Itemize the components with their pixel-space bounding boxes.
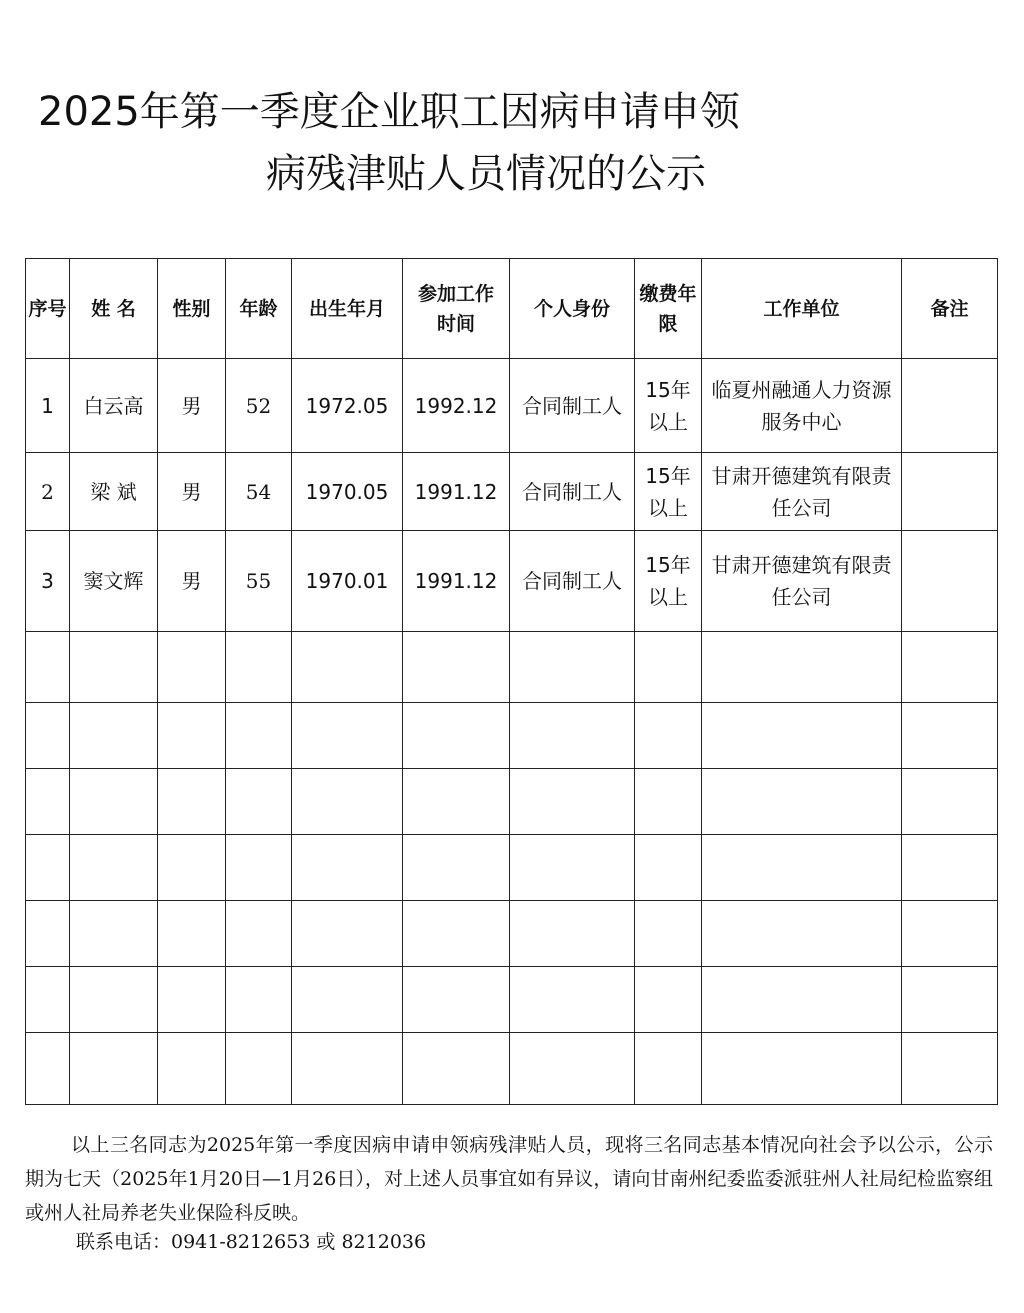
contact-phone: 联系电话：0941-8212653 或 8212036	[76, 1231, 427, 1253]
cell-remark	[902, 453, 998, 531]
table-row	[26, 359, 998, 453]
cell-work-start: 1991.12	[403, 531, 510, 632]
cell-identity: 合同制工人	[510, 359, 635, 453]
cell-employer: 甘肃开德建筑有限责任公司	[702, 531, 902, 632]
cell-gender: 男	[158, 453, 226, 531]
cell-age: 55	[226, 531, 292, 632]
table-row	[26, 453, 998, 531]
empty-row	[26, 1033, 998, 1105]
header-pay-years: 缴费年限	[635, 259, 702, 359]
cell-work-start: 1991.12	[403, 453, 510, 531]
cell-pay-years: 15年以上	[635, 531, 702, 632]
cell-employer: 临夏州融通人力资源服务中心	[702, 359, 902, 453]
table-header-row	[26, 259, 998, 359]
cell-age: 54	[226, 453, 292, 531]
cell-pay-years: 15年以上	[635, 453, 702, 531]
header-work-start: 参加工作时间	[403, 259, 510, 359]
cell-seq: 1	[26, 359, 70, 453]
header-gender: 性别	[158, 259, 226, 359]
empty-row	[26, 835, 998, 901]
notice-text: 以上三名同志为2025年第一季度因病申请申领病残津贴人员，现将三名同志基本情况向社会予以公示，公示期为七天（2025年1月20日—1月26日），对上述人员事宜如有异议，请向甘南州纪委监委派驻州人社局纪检监察组或州人社局养老失业保险科反映。	[25, 1134, 993, 1224]
empty-row	[26, 703, 998, 769]
empty-row	[26, 632, 998, 703]
cell-remark	[902, 531, 998, 632]
cell-gender: 男	[158, 359, 226, 453]
cell-seq: 3	[26, 531, 70, 632]
cell-birth: 1970.01	[292, 531, 403, 632]
notice-paragraph	[25, 1128, 993, 1230]
empty-row	[26, 967, 998, 1033]
page-title-line-2: 病残津贴人员情况的公示	[266, 151, 706, 197]
cell-employer: 甘肃开德建筑有限责任公司	[702, 453, 902, 531]
cell-name: 窦文辉	[70, 531, 158, 632]
page-title-line-1: 2025年第一季度企业职工因病申请申领	[38, 89, 740, 135]
header-identity: 个人身份	[510, 259, 635, 359]
cell-identity: 合同制工人	[510, 453, 635, 531]
header-age: 年龄	[226, 259, 292, 359]
cell-seq: 2	[26, 453, 70, 531]
header-name: 姓 名	[70, 259, 158, 359]
cell-name: 梁 斌	[70, 453, 158, 531]
cell-identity: 合同制工人	[510, 531, 635, 632]
applicant-table	[25, 258, 998, 1105]
cell-name: 白云高	[70, 359, 158, 453]
empty-row	[26, 769, 998, 835]
header-seq: 序号	[26, 259, 70, 359]
cell-age: 52	[226, 359, 292, 453]
cell-remark	[902, 359, 998, 453]
table-row	[26, 531, 998, 632]
cell-birth: 1970.05	[292, 453, 403, 531]
header-employer: 工作单位	[702, 259, 902, 359]
cell-pay-years: 15年以上	[635, 359, 702, 453]
cell-birth: 1972.05	[292, 359, 403, 453]
cell-gender: 男	[158, 531, 226, 632]
empty-row	[26, 901, 998, 967]
cell-work-start: 1992.12	[403, 359, 510, 453]
header-remark: 备注	[902, 259, 998, 359]
header-birth: 出生年月	[292, 259, 403, 359]
